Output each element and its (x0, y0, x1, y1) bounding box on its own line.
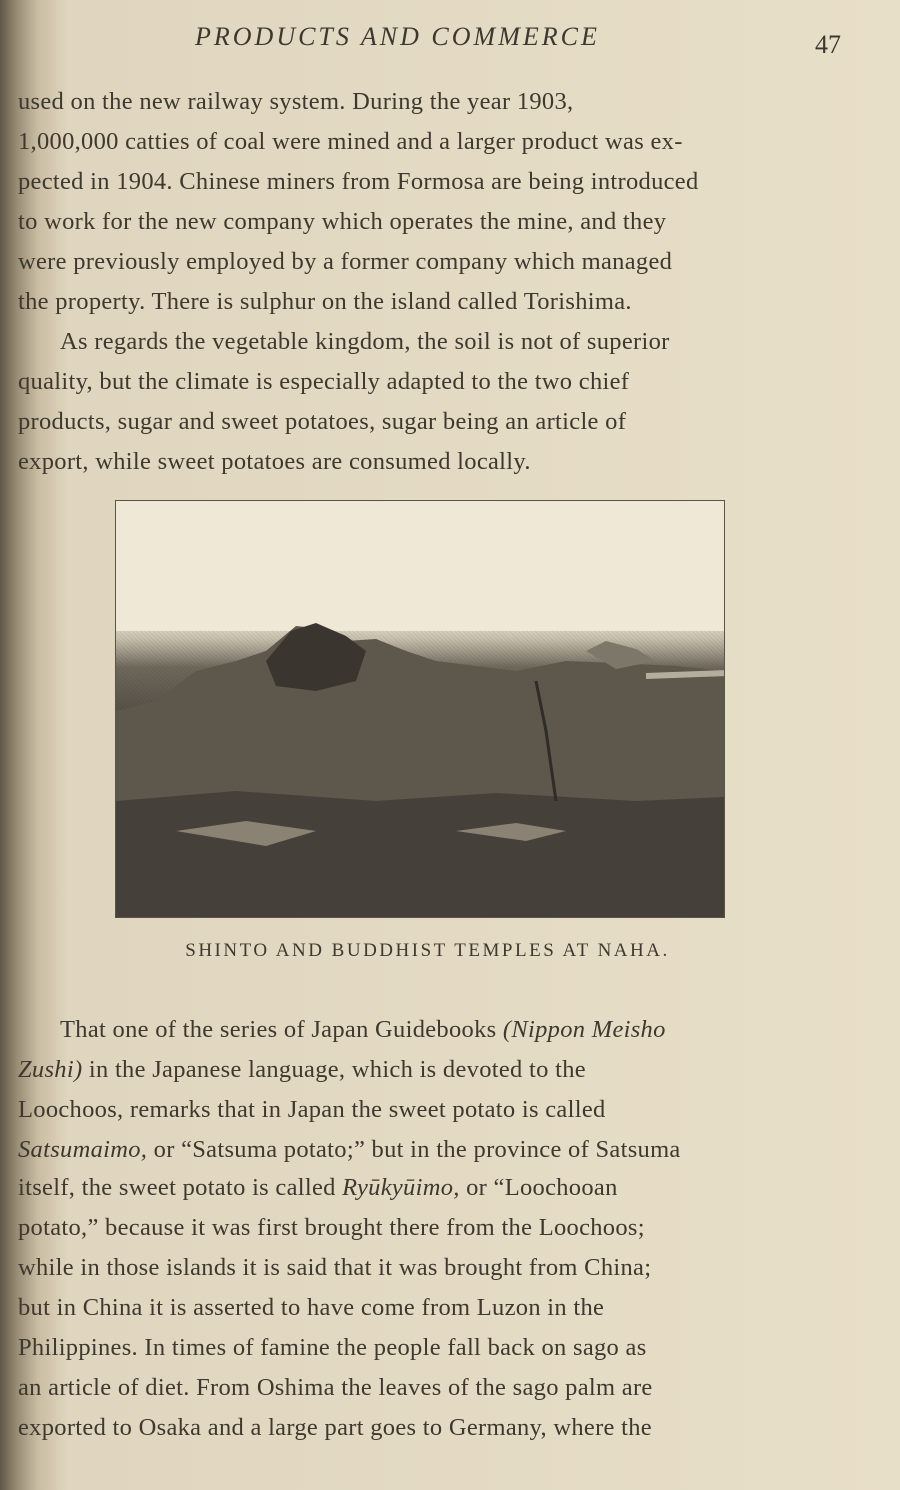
running-head: PRODUCTS AND COMMERCE (195, 22, 600, 51)
book-title-italic: (Nippon Meisho (502, 1016, 666, 1043)
term-italic: Satsumaimo, (18, 1136, 148, 1163)
figure-caption: SHINTO AND BUDDHIST TEMPLES AT NAHA. (185, 940, 670, 961)
text-line (18, 1174, 618, 1202)
text-span: or “Satsuma potato;” but in the province of Satsuma (147, 1136, 681, 1163)
text-line: to work for the new company which operates the mine, and they (18, 208, 667, 235)
page-number: 47 (815, 30, 841, 59)
temple-photograph (115, 500, 725, 918)
text-line: but in China it is asserted to have come from Luzon in the (18, 1294, 605, 1321)
book-title-italic: Zushi) (18, 1056, 83, 1083)
text-line: quality, but the climate is especially adapted to the two chief (18, 368, 630, 395)
text-line: were previously employed by a former company which managed (18, 248, 673, 275)
text-line (18, 1056, 586, 1084)
text-span: itself, the sweet potato is called (18, 1174, 343, 1201)
text-span: That one of the series of Japan Guidebooks (60, 1016, 503, 1043)
text-line: export, while sweet potatoes are consumed locally. (18, 448, 531, 475)
text-line: an article of diet. From Oshima the leaves of the sago palm are (18, 1374, 653, 1401)
text-line: the property. There is sulphur on the island called Torishima. (18, 288, 632, 315)
text-line: while in those islands it is said that it was brought from China; (18, 1254, 652, 1281)
text-line: potato,” because it was first brought there from the Loochoos; (18, 1214, 645, 1241)
text-span: in the Japanese language, which is devoted to the (82, 1056, 586, 1083)
text-line: exported to Osaka and a large part goes to Germany, where the (18, 1414, 652, 1441)
page-header (0, 22, 900, 62)
text-line: As regards the vegetable kingdom, the soil is not of superior (60, 328, 670, 355)
text-span: or “Loochooan (459, 1174, 618, 1201)
text-line: Philippines. In times of famine the people fall back on sago as (18, 1334, 647, 1361)
text-line (18, 1136, 681, 1164)
text-line: Loochoos, remarks that in Japan the sweet potato is called (18, 1096, 606, 1123)
text-line: pected in 1904. Chinese miners from Formosa are being introduced (18, 168, 699, 195)
text-line: 1,000,000 catties of coal were mined and a larger product was ex- (18, 128, 683, 155)
text-line (60, 1016, 666, 1044)
photo-image (115, 500, 725, 918)
term-italic: Ryūkyūimo, (342, 1174, 460, 1201)
text-line: used on the new railway system. During the year 1903, (18, 88, 574, 115)
photo-illustration (116, 501, 724, 917)
text-line: products, sugar and sweet potatoes, sugar being an article of (18, 408, 627, 435)
